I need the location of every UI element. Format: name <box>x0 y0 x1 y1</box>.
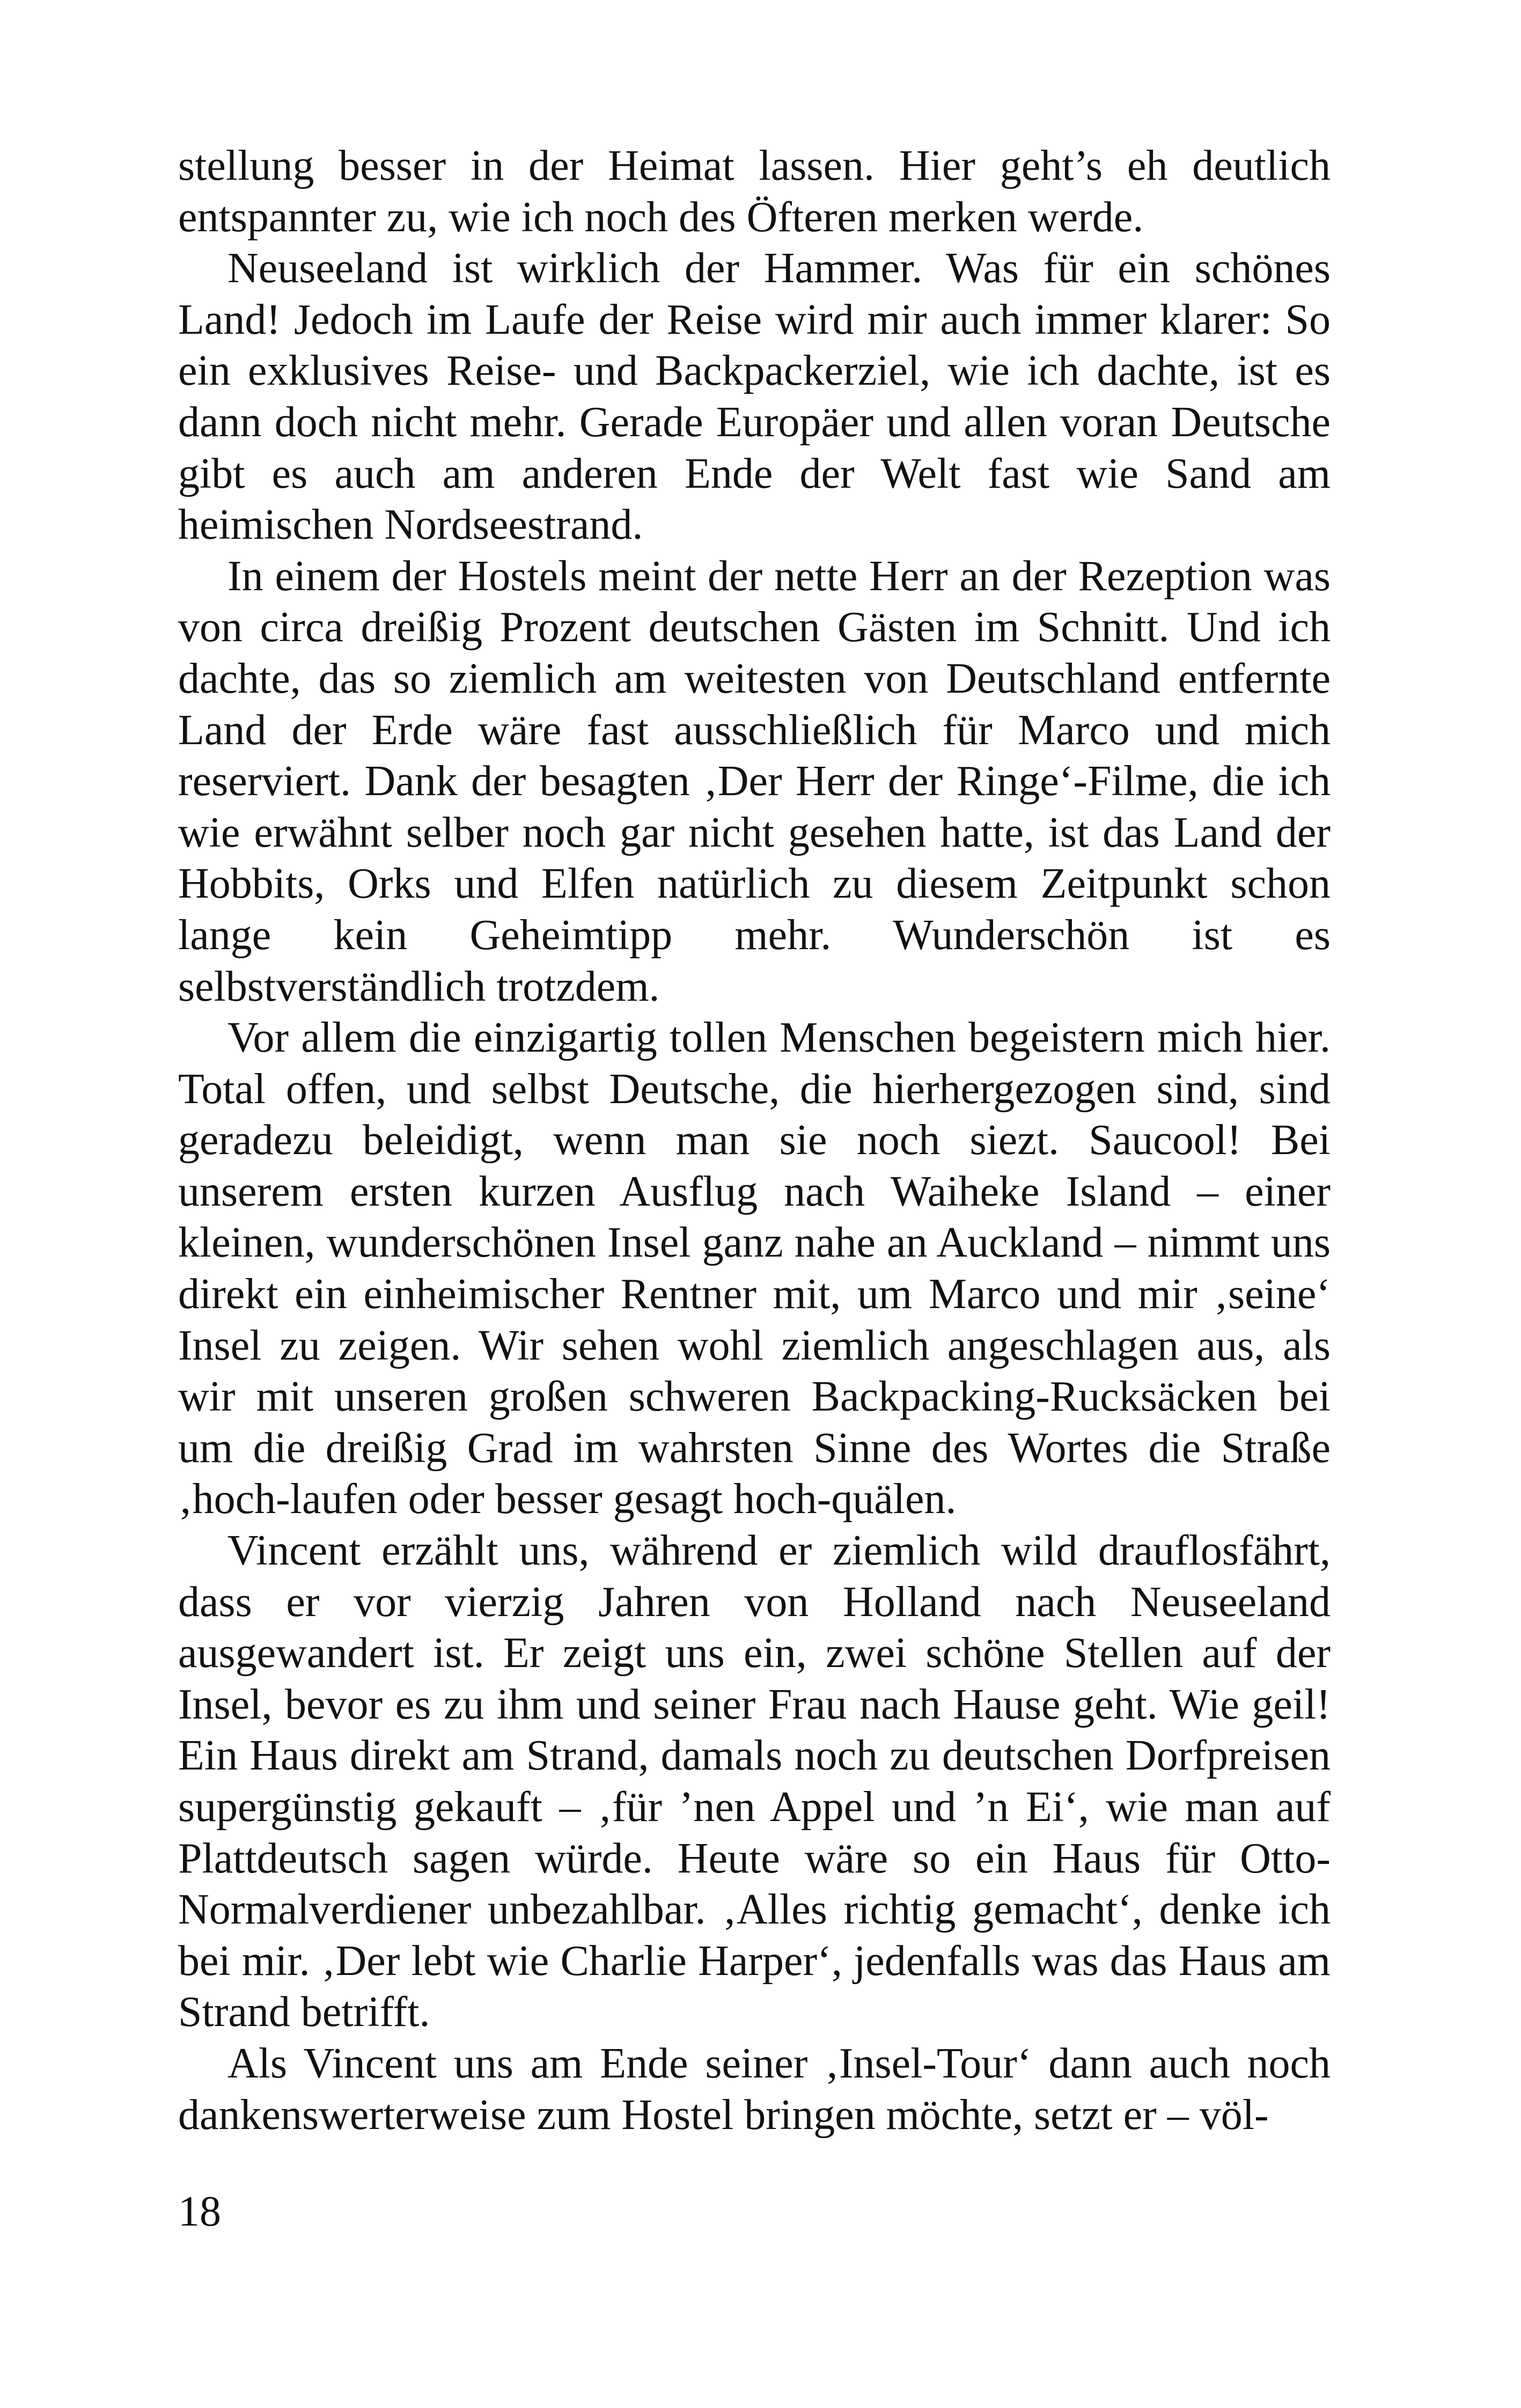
body-text <box>178 141 1331 2141</box>
page-number: 18 <box>178 2188 221 2235</box>
paragraph: Als Vincent uns am Ende seiner ‚Insel-Tour‘ dann auch noch dankenswerterweise zum Hostel bringen möchte, setzt er – völ- <box>178 2039 1331 2139</box>
paragraph: Vincent erzählt uns, während er ziemlich wild drauflosfährt, dass er vor vierzig Jahren von Holland nach Neuseeland ausgewandert ist. Er zeigt uns ein, zwei schöne Stellen auf der Insel, bevor es zu ihm und seiner Frau nach Hause geht. Wie geil! Ein Haus direkt am Strand, damals noch zu deutschen Dorfpreisen supergünstig gekauft – ‚für ’nen Appel und ’n Ei‘, wie man auf Plattdeutsch sagen würde. Heute wäre so ein Haus für Otto-Normalverdiener unbezahlbar. ‚Alles richtig gemacht‘, denke ich bei mir. ‚Der lebt wie Charlie Harper‘, jedenfalls was das Haus am Strand betrifft. <box>178 1527 1331 2036</box>
paragraph: Vor allem die einzigartig tollen Menschen begeistern mich hier. Total offen, und selbst Deutsche, die hierhergezogen sind, sind geradezu beleidigt, wenn man sie noch siezt. Saucool! Bei unserem ersten kurzen Ausflug nach Waiheke Island – einer kleinen, wunderschönen Insel ganz nahe an Auckland – nimmt uns direkt ein einheimischer Rentner mit, um Marco und mir ‚seine‘ Insel zu zeigen. Wir sehen wohl ziemlich angeschlagen aus, als wir mit unseren großen schweren Backpacking-Rucksäcken bei um die dreißig Grad im wahrsten Sinne des Wortes die Straße ‚hoch-laufen oder besser gesagt hoch-quälen. <box>178 1014 1331 1523</box>
paragraph: Neuseeland ist wirklich der Hammer. Was für ein schönes Land! Jedoch im Laufe der Reise wird mir auch immer klarer: So ein exklusives Reise- und Backpackerziel, wie ich dachte, ist es dann doch nicht mehr. Gerade Europäer und allen voran Deutsche gibt es auch am anderen Ende der Welt fast wie Sand am heimischen Nordseestrand. <box>178 245 1331 549</box>
paragraph: In einem der Hostels meint der nette Herr an der Rezeption was von circa dreißig Prozent deutschen Gästen im Schnitt. Und ich dachte, das so ziemlich am weitesten von Deutschland entfernte Land der Erde wäre fast ausschließlich für Marco und mich reserviert. Dank der besagten ‚Der Herr der Ringe‘-Filme, die ich wie erwähnt selber noch gar nicht gesehen hatte, ist das Land der Hobbits, Orks und Elfen natürlich zu diesem Zeitpunkt schon lange kein Geheimtipp mehr. Wunderschön ist es selbstverständlich trotzdem. <box>178 552 1331 1010</box>
paragraph-continuation: stellung besser in der Heimat lassen. Hier geht’s eh deutlich entspannter zu, wie ich noch des Öfteren merken werde. <box>178 142 1331 241</box>
